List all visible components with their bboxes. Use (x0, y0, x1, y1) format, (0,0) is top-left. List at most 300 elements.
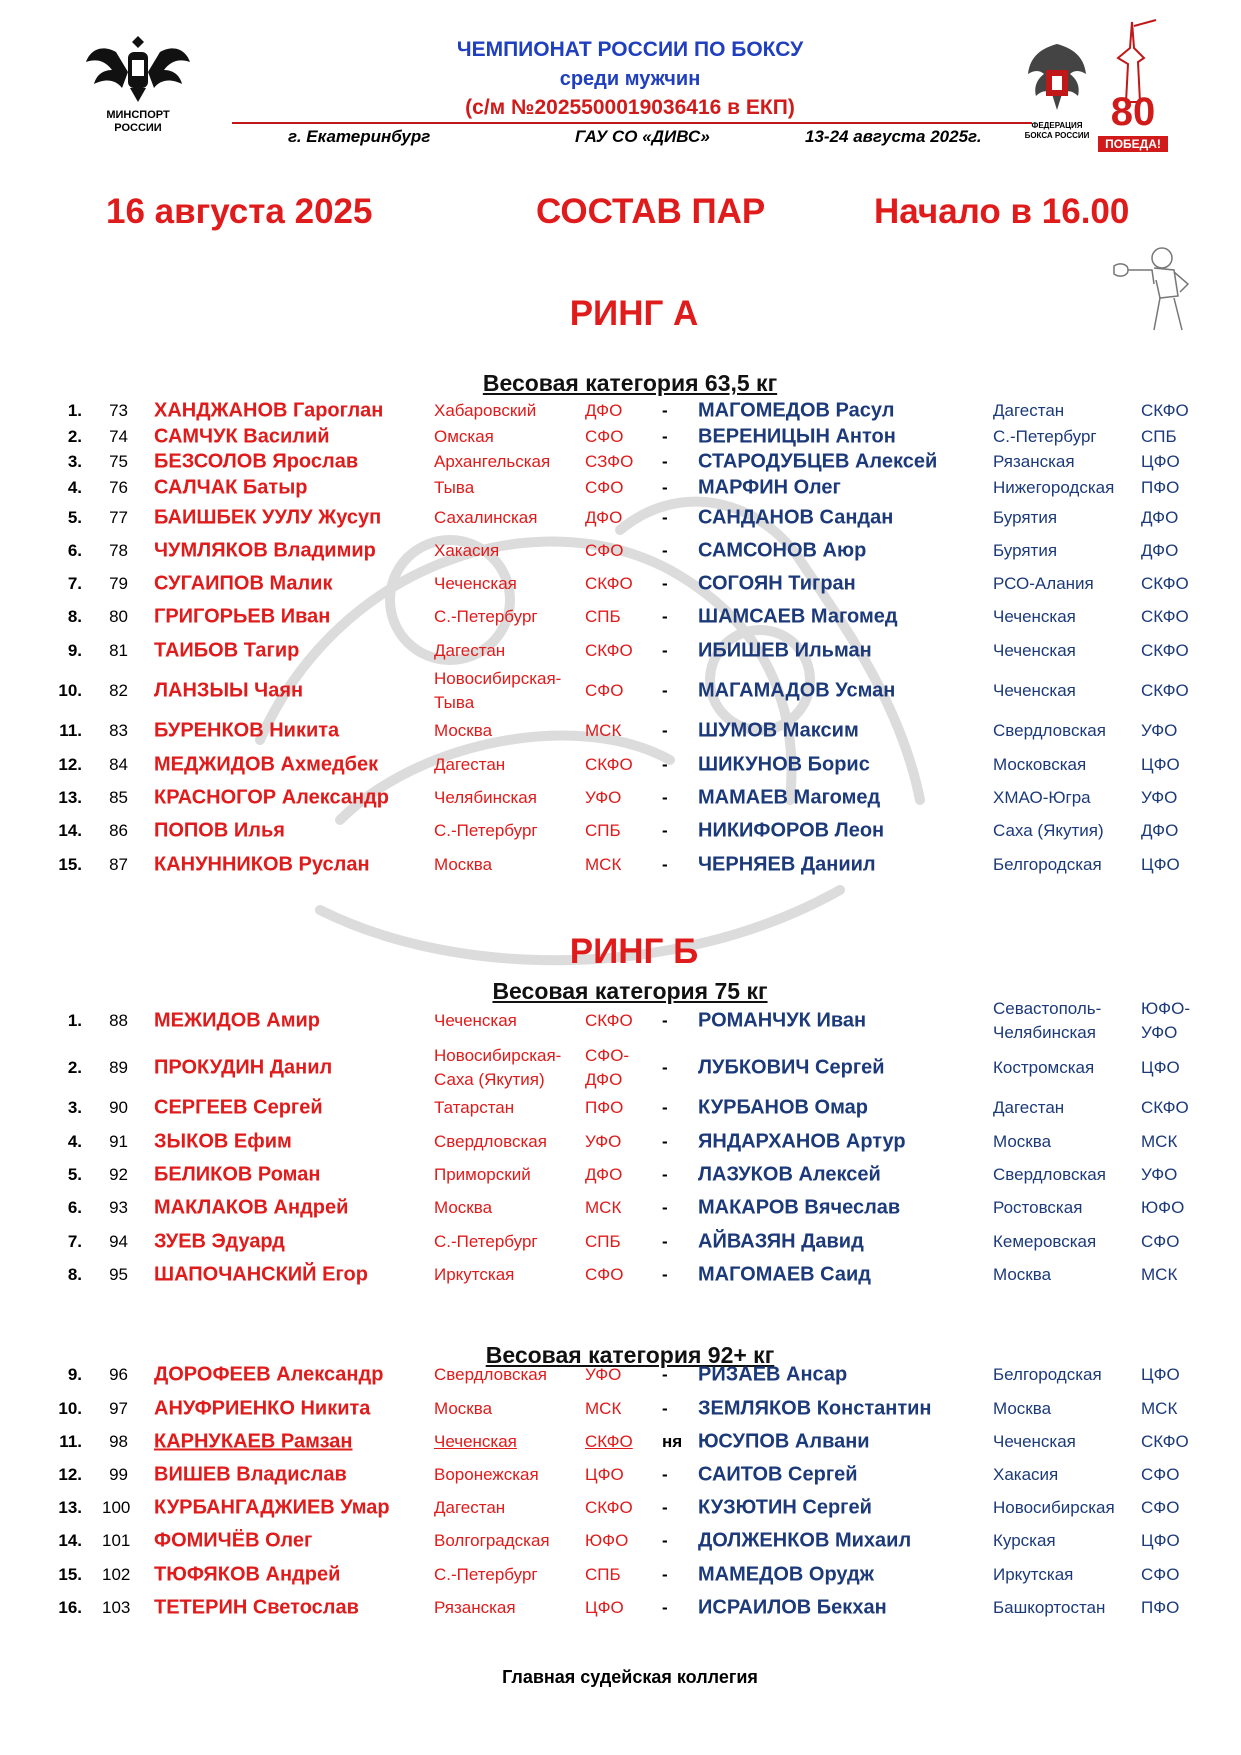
blue-corner-region: Новосибирская (993, 1498, 1115, 1517)
boxer-id: 77 (109, 508, 128, 527)
bout-date: 16 августа 2025 (106, 192, 373, 231)
ring-b-category-75: Весовая категория 75 кг (492, 978, 768, 1004)
boxer-id: 91 (109, 1132, 128, 1151)
blue-corner-region: Ростовская (993, 1198, 1083, 1217)
red-corner-region: С.-Петербург (434, 607, 538, 626)
blue-corner-name: СОГОЯН Тигран (698, 572, 856, 595)
blue-corner-district: МСК (1141, 1265, 1178, 1284)
boxer-id: 102 (102, 1565, 131, 1584)
red-corner-name: ВИШЕВ Владислав (154, 1463, 347, 1486)
blue-corner-name: МАКАРОВ Вячеслав (698, 1196, 901, 1219)
blue-corner-district: ЦФО (1141, 1058, 1180, 1077)
red-corner-district: СФО (585, 478, 624, 497)
bout-number: 2. (67, 427, 82, 446)
boxer-id: 75 (109, 452, 128, 471)
red-corner-region: Чеченская (434, 1011, 517, 1030)
blue-corner-region: Иркутская (993, 1565, 1074, 1584)
bout-separator: - (662, 1132, 668, 1151)
red-corner-district: СЗФО (585, 452, 634, 471)
boxer-id: 89 (109, 1058, 128, 1077)
table-row (0, 671, 1241, 711)
red-corner-region: Москва (434, 1399, 493, 1418)
bout-separator: - (662, 574, 668, 593)
red-corner-region: Дагестан (434, 1498, 506, 1517)
blue-corner-region: Рязанская (993, 452, 1075, 471)
red-corner-name: СУГАИПОВ Малик (154, 572, 333, 595)
table-row (0, 1255, 1241, 1295)
bout-number: 5. (67, 508, 82, 527)
bout-number: 13. (58, 1498, 82, 1517)
table-row (0, 845, 1241, 885)
boxer-id: 95 (109, 1265, 128, 1284)
blue-corner-district: СФО (1141, 1565, 1180, 1584)
blue-corner-name: САИТОВ Сергей (698, 1463, 858, 1486)
blue-corner-name: ИСРАИЛОВ Бекхан (698, 1596, 887, 1619)
blue-corner-name: МАГОМАЕВ Саид (698, 1263, 871, 1286)
red-corner-district: ДФО (585, 508, 623, 527)
championship-ekp: (с/м №2025500019036416 в ЕКП) (465, 96, 795, 119)
red-corner-name: ТЮФЯКОВ Андрей (154, 1563, 341, 1586)
blue-corner-region: Хакасия (993, 1465, 1059, 1484)
blue-corner-region: Костромская (993, 1058, 1095, 1077)
blue-corner-name: ЛАЗУКОВ Алексей (698, 1163, 881, 1186)
blue-corner-region: Москва (993, 1265, 1052, 1284)
blue-corner-name: САМСОНОВ Аюр (698, 539, 867, 562)
red-corner-region: Чеченская (434, 574, 517, 593)
blue-corner-district: СКФО (1141, 1432, 1189, 1451)
eagle-emblem-icon (76, 28, 200, 104)
bout-number: 8. (67, 1265, 82, 1284)
boxer-id: 76 (109, 478, 128, 497)
red-corner-name: СЕРГЕЕВ Сергей (154, 1096, 323, 1119)
blue-corner-district: СКФО (1141, 681, 1189, 700)
bout-number: 1. (67, 1011, 82, 1030)
boxer-id: 101 (102, 1531, 131, 1550)
red-corner-district: СПБ (585, 1232, 621, 1251)
boxer-sketch-icon (1104, 240, 1200, 336)
red-corner-district: ДФО (585, 401, 623, 420)
boxer-id: 90 (109, 1098, 128, 1117)
blue-corner-region: Чеченская (993, 641, 1076, 660)
blue-corner-region: Свердловская (993, 721, 1106, 740)
table-row (0, 631, 1241, 671)
championship-subtitle: среди мужчин (559, 68, 701, 90)
red-corner-district: СКФО (585, 755, 633, 774)
bout-number: 10. (58, 1399, 82, 1418)
red-corner-district: СПБ (585, 821, 621, 840)
left-logo-caption-1: МИНСПОРТ (106, 109, 170, 121)
red-corner-district: СПБ (585, 1565, 621, 1584)
bout-number: 3. (67, 452, 82, 471)
bout-separator: - (662, 541, 668, 560)
boxer-id: 74 (109, 427, 128, 446)
boxer-id: 96 (109, 1365, 128, 1384)
blue-corner-name: СТАРОДУБЦЕВ Алексей (698, 450, 938, 473)
red-corner-region: Архангельская (434, 452, 551, 471)
boxer-id: 80 (109, 607, 128, 626)
red-corner-name: ЗУЕВ Эдуард (154, 1230, 285, 1253)
red-corner-district: ЮФО (585, 1531, 629, 1550)
federation-caption-1: ФЕДЕРАЦИЯ (1031, 121, 1083, 130)
blue-corner-region: Саха (Якутия) (993, 821, 1104, 840)
bout-number: 12. (58, 755, 82, 774)
red-corner-region: Татарстан (434, 1098, 515, 1117)
championship-title: ЧЕМПИОНАТ РОССИИ ПО БОКСУ (456, 38, 804, 61)
bout-number: 7. (67, 574, 82, 593)
blue-corner-region: Белгородская (993, 855, 1102, 874)
blue-corner-region: Московская (993, 755, 1087, 774)
minsport-logo (76, 28, 200, 135)
blue-corner-name: ЧЕРНЯЕВ Даниил (698, 853, 876, 876)
bout-number: 14. (58, 1531, 82, 1550)
red-corner-name: КУРБАНГАДЖИЕВ Умар (154, 1496, 390, 1519)
header-rule (232, 122, 1032, 124)
blue-corner-name: КУРБАНОВ Омар (698, 1096, 868, 1119)
bout-number: 3. (67, 1098, 82, 1117)
red-corner-name: ЗЫКОВ Ефим (154, 1130, 292, 1153)
blue-corner-district: ДФО (1141, 541, 1179, 560)
ring-b-title: РИНГ Б (569, 932, 699, 971)
blue-corner-region: Чеченская (993, 681, 1076, 700)
blue-corner-name: МАРФИН Олег (698, 476, 841, 499)
red-corner-district: ЦФО (585, 1598, 624, 1617)
red-corner-region: Иркутская (434, 1265, 515, 1284)
blue-corner-name: ШАМСАЕВ Магомед (698, 605, 898, 628)
chief-judges-footer: Главная судейская коллегия (502, 1667, 758, 1687)
blue-corner-region: Москва (993, 1132, 1052, 1151)
red-corner-name: ДОРОФЕЕВ Александр (154, 1363, 384, 1386)
ring-a-title: РИНГ А (569, 294, 699, 333)
red-corner-region: Хабаровский (434, 401, 537, 420)
bout-separator: - (662, 721, 668, 740)
bout-number: 13. (58, 788, 82, 807)
red-corner-name: ТЕТЕРИН Светослав (154, 1596, 359, 1619)
blue-corner-name: ЮСУПОВ Алвани (698, 1430, 870, 1453)
bout-number: 8. (67, 607, 82, 626)
blue-corner-district: ЮФО- УФО (1141, 999, 1190, 1042)
red-corner-district: СФО- ДФО (585, 1046, 630, 1089)
blue-corner-region: Чеченская (993, 607, 1076, 626)
red-corner-region: Челябинская (434, 788, 537, 807)
blue-corner-district: МСК (1141, 1132, 1178, 1151)
red-corner-district: МСК (585, 1198, 622, 1217)
boxer-id: 87 (109, 855, 128, 874)
table-row (0, 1001, 1241, 1041)
red-corner-name: САМЧУК Василий (154, 425, 330, 448)
boxer-id: 92 (109, 1165, 128, 1184)
blue-corner-district: УФО (1141, 1165, 1178, 1184)
red-corner-name: МЕДЖИДОВ Ахмедбек (154, 753, 379, 776)
bout-number: 7. (67, 1232, 82, 1251)
bout-separator: - (662, 1165, 668, 1184)
red-corner-name: МАКЛАКОВ Андрей (154, 1196, 349, 1219)
boxer-id: 88 (109, 1011, 128, 1030)
red-corner-region: Свердловская (434, 1365, 547, 1384)
blue-corner-region: Башкортостан (993, 1598, 1106, 1617)
red-corner-district: СФО (585, 1265, 624, 1284)
red-corner-district: МСК (585, 855, 622, 874)
boxer-id: 99 (109, 1465, 128, 1484)
bout-separator: - (662, 1598, 668, 1617)
bout-separator: - (662, 855, 668, 874)
red-corner-district: МСК (585, 721, 622, 740)
bout-separator: ня (662, 1432, 683, 1451)
blue-corner-region: Дагестан (993, 1098, 1065, 1117)
blue-corner-district: МСК (1141, 1399, 1178, 1418)
red-corner-district: УФО (585, 1132, 622, 1151)
bout-separator: - (662, 1198, 668, 1217)
boxer-id: 78 (109, 541, 128, 560)
red-corner-region: Омская (434, 427, 494, 446)
bout-separator: - (662, 401, 668, 420)
bout-separator: - (662, 1011, 668, 1030)
blue-corner-district: УФО (1141, 788, 1178, 807)
red-corner-name: БАИШБЕК УУЛУ Жусуп (154, 506, 382, 529)
blue-corner-name: АЙВАЗЯН Давид (698, 1230, 864, 1253)
blue-corner-region: Нижегородская (993, 478, 1115, 497)
blue-corner-region: Свердловская (993, 1165, 1106, 1184)
red-corner-name: КАРНУКАЕВ Рамзан (154, 1430, 353, 1453)
red-corner-name: ПОПОВ Илья (154, 819, 285, 842)
victory-80-logo (1098, 18, 1168, 153)
red-corner-district: СФО (585, 681, 624, 700)
red-corner-region: Дагестан (434, 641, 506, 660)
bout-separator: - (662, 1565, 668, 1584)
red-corner-region: Тыва (434, 478, 475, 497)
blue-corner-name: ВЕРЕНИЦЫН Антон (698, 425, 896, 448)
blue-corner-name: ЗЕМЛЯКОВ Константин (698, 1397, 932, 1420)
red-corner-district: МСК (585, 1399, 622, 1418)
bout-number: 9. (67, 641, 82, 660)
boxer-id: 94 (109, 1232, 128, 1251)
bout-number: 10. (58, 681, 82, 700)
red-corner-district: СФО (585, 427, 624, 446)
blue-corner-name: НИКИФОРОВ Леон (698, 819, 885, 842)
blue-corner-name: ШУМОВ Максим (698, 719, 859, 742)
red-corner-name: ПРОКУДИН Данил (154, 1056, 333, 1079)
bout-number: 15. (58, 1565, 82, 1584)
boxer-id: 97 (109, 1399, 128, 1418)
blue-corner-region: Чеченская (993, 1432, 1076, 1451)
red-corner-district: СКФО (585, 641, 633, 660)
boxer-id: 85 (109, 788, 128, 807)
blue-corner-district: СКФО (1141, 607, 1189, 626)
blue-corner-name: ЛУБКОВИЧ Сергей (698, 1056, 885, 1079)
red-corner-name: БЕЛИКОВ Роман (154, 1163, 321, 1186)
city: г. Екатеринбург (288, 127, 431, 146)
red-corner-region: С.-Петербург (434, 1565, 538, 1584)
bout-separator: - (662, 607, 668, 626)
red-corner-region: Рязанская (434, 1598, 516, 1617)
badge-number: 80 (1110, 90, 1156, 134)
red-corner-region: Чеченская (434, 1432, 517, 1451)
bout-separator: - (662, 1498, 668, 1517)
bout-number: 6. (67, 1198, 82, 1217)
bout-number: 9. (67, 1365, 82, 1384)
bout-number: 6. (67, 541, 82, 560)
blue-corner-name: САНДАНОВ Сандан (698, 506, 894, 529)
blue-corner-district: СФО (1141, 1465, 1180, 1484)
blue-corner-district: СФО (1141, 1232, 1180, 1251)
boxer-id: 83 (109, 721, 128, 740)
start-time: Начало в 16.00 (874, 192, 1130, 231)
red-corner-district: СФО (585, 541, 624, 560)
blue-corner-name: ЯНДАРХАНОВ Артур (698, 1130, 906, 1153)
blue-corner-district: СКФО (1141, 641, 1189, 660)
red-corner-district: ПФО (585, 1098, 624, 1117)
blue-corner-district: ДФО (1141, 508, 1179, 527)
bout-number: 4. (67, 478, 82, 497)
red-corner-name: ЛАНЗЫЫ Чаян (154, 679, 304, 702)
bout-number: 11. (59, 1432, 82, 1451)
blue-corner-district: СФО (1141, 1498, 1180, 1517)
blue-corner-region: Бурятия (993, 508, 1058, 527)
bout-number: 11. (59, 721, 82, 740)
red-corner-name: ХАНДЖАНОВ Гароглан (154, 399, 384, 422)
bout-number: 4. (67, 1132, 82, 1151)
blue-corner-district: ПФО (1141, 478, 1180, 497)
boxer-id: 103 (102, 1598, 131, 1617)
boxer-id: 93 (109, 1198, 128, 1217)
bout-separator: - (662, 508, 668, 527)
red-corner-region: Сахалинская (434, 508, 538, 527)
red-corner-district: УФО (585, 1365, 622, 1384)
red-corner-region: Свердловская (434, 1132, 547, 1151)
boxer-id: 81 (109, 641, 128, 660)
red-corner-name: ШАПОЧАНСКИЙ Егор (154, 1263, 368, 1286)
blue-corner-district: ДФО (1141, 821, 1179, 840)
bout-number: 15. (58, 855, 82, 874)
blue-corner-name: РИЗАЕВ Ансар (698, 1363, 848, 1386)
blue-corner-district: ЦФО (1141, 452, 1180, 471)
federation-logo (1022, 40, 1092, 141)
blue-corner-district: СКФО (1141, 574, 1189, 593)
table-row (0, 1588, 1241, 1628)
bout-number: 2. (67, 1058, 82, 1077)
boxer-id: 73 (109, 401, 128, 420)
boxer-id: 86 (109, 821, 128, 840)
document-title: СОСТАВ ПАР (536, 192, 766, 231)
blue-corner-district: ПФО (1141, 1598, 1180, 1617)
red-corner-region: Приморский (434, 1165, 531, 1184)
red-corner-name: ФОМИЧЁВ Олег (154, 1529, 313, 1552)
bout-separator: - (662, 427, 668, 446)
bout-separator: - (662, 821, 668, 840)
blue-corner-region: РСО-Алания (993, 574, 1094, 593)
table-row (0, 1048, 1241, 1088)
blue-corner-district: УФО (1141, 721, 1178, 740)
blue-corner-region: Москва (993, 1399, 1052, 1418)
red-corner-region: Дагестан (434, 755, 506, 774)
blue-corner-district: ЦФО (1141, 1531, 1180, 1550)
red-corner-region: Воронежская (434, 1465, 539, 1484)
boxer-id: 82 (109, 681, 128, 700)
blue-corner-name: КУЗЮТИН Сергей (698, 1496, 872, 1519)
blue-corner-name: ШИКУНОВ Борис (698, 753, 870, 776)
blue-corner-district: ЮФО (1141, 1198, 1185, 1217)
blue-corner-region: Кемеровская (993, 1232, 1097, 1251)
bout-separator: - (662, 1399, 668, 1418)
red-corner-region: Новосибирская- Саха (Якутия) (434, 1046, 562, 1089)
blue-corner-region: Белгородская (993, 1365, 1102, 1384)
bout-separator: - (662, 755, 668, 774)
blue-corner-name: МАГОМЕДОВ Расул (698, 399, 895, 422)
red-corner-district: СКФО (585, 574, 633, 593)
bout-number: 1. (67, 401, 82, 420)
event-dates: 13-24 августа 2025г. (805, 127, 982, 146)
blue-corner-region: С.-Петербург (993, 427, 1097, 446)
federation-emblem-icon (1022, 40, 1092, 116)
red-corner-region: Москва (434, 855, 493, 874)
blue-corner-region: Бурятия (993, 541, 1058, 560)
ring-b-category-92: Весовая категория 92+ кг (485, 1342, 775, 1368)
blue-corner-district: ЦФО (1141, 1365, 1180, 1384)
red-corner-name: КРАСНОГОР Александр (154, 786, 389, 809)
blue-corner-district: СКФО (1141, 1098, 1189, 1117)
bout-separator: - (662, 641, 668, 660)
red-corner-region: Хакасия (434, 541, 500, 560)
bout-separator: - (662, 681, 668, 700)
badge-word: ПОБЕДА! (1098, 136, 1168, 152)
boxer-id: 100 (102, 1498, 131, 1517)
blue-corner-name: ДОЛЖЕНКОВ Михаил (698, 1529, 912, 1552)
red-corner-district: УФО (585, 788, 622, 807)
red-corner-name: ЧУМЛЯКОВ Владимир (154, 539, 376, 562)
blue-corner-district: СПБ (1141, 427, 1177, 446)
red-corner-name: МЕЖИДОВ Амир (154, 1009, 321, 1032)
left-logo-caption-2: РОССИИ (114, 122, 162, 134)
blue-corner-district: ЦФО (1141, 855, 1180, 874)
bout-separator: - (662, 1531, 668, 1550)
bout-number: 5. (67, 1165, 82, 1184)
bout-separator: - (662, 452, 668, 471)
red-corner-name: ТАИБОВ Тагир (154, 639, 300, 662)
bout-separator: - (662, 788, 668, 807)
red-corner-name: БЕЗСОЛОВ Ярослав (154, 450, 359, 473)
blue-corner-name: ИБИШЕВ Ильман (698, 639, 872, 662)
bout-separator: - (662, 1232, 668, 1251)
red-corner-name: ГРИГОРЬЕВ Иван (154, 605, 331, 628)
red-corner-region: С.-Петербург (434, 821, 538, 840)
red-corner-name: БУРЕНКОВ Никита (154, 719, 340, 742)
red-corner-district: СКФО (585, 1011, 633, 1030)
blue-corner-district: ЦФО (1141, 755, 1180, 774)
boxer-id: 84 (109, 755, 128, 774)
blue-corner-region: ХМАО-Югра (993, 788, 1091, 807)
federation-caption-2: БОКСА РОССИИ (1024, 131, 1090, 140)
boxer-id: 98 (109, 1432, 128, 1451)
bout-number: 12. (58, 1465, 82, 1484)
blue-corner-region: Курская (993, 1531, 1056, 1550)
blue-corner-name: РОМАНЧУК Иван (698, 1009, 867, 1032)
red-corner-district: СПБ (585, 607, 621, 626)
bout-separator: - (662, 478, 668, 497)
red-corner-region: Москва (434, 1198, 493, 1217)
red-corner-district: СКФО (585, 1498, 633, 1517)
red-corner-region: Волгоградская (434, 1531, 550, 1550)
red-corner-name: САЛЧАК Батыр (154, 476, 308, 499)
venue: ГАУ СО «ДИВС» (575, 127, 710, 146)
red-corner-district: ДФО (585, 1165, 623, 1184)
bout-number: 14. (58, 821, 82, 840)
red-corner-name: КАНУННИКОВ Руслан (154, 853, 370, 876)
ring-a-category: Весовая категория 63,5 кг (482, 370, 778, 396)
blue-corner-name: МАМАЕВ Магомед (698, 786, 881, 809)
blue-corner-region: Севастополь- Челябинская (993, 999, 1102, 1042)
red-corner-district: ЦФО (585, 1465, 624, 1484)
red-corner-region: Москва (434, 721, 493, 740)
red-corner-region: С.-Петербург (434, 1232, 538, 1251)
